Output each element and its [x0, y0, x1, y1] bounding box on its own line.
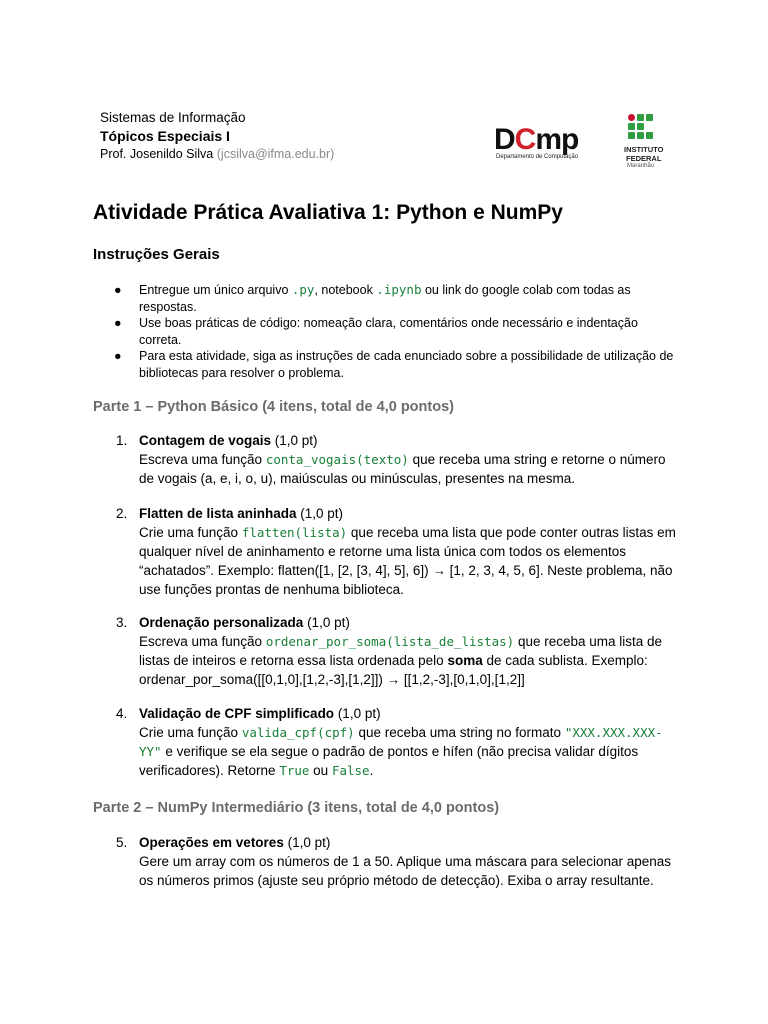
question-number: 2.	[116, 506, 128, 521]
function-name: conta_vogais(texto)	[265, 452, 409, 467]
question-title: Validação de CPF simplificado	[139, 706, 335, 721]
question-number: 1.	[116, 433, 128, 448]
professor-name: Prof. Josenildo Silva	[100, 147, 214, 161]
question-title: Flatten de lista aninhada	[139, 506, 297, 521]
dcomp-logo	[494, 124, 604, 164]
ifma-logo	[624, 114, 670, 172]
question-number: 5.	[116, 835, 128, 850]
ifma-logo-text-2: FEDERAL	[626, 154, 662, 163]
professor-line	[100, 147, 334, 161]
question-title: Contagem de vogais	[139, 433, 272, 448]
list-item: ● Para esta atividade, siga as instruções de cada enunciado sobre a possibilidade de utilização de bibliotecas para resolver o problema.	[114, 349, 674, 380]
professor-email: (jcsilva@ifma.edu.br)	[216, 147, 335, 161]
list-item: ● Use boas práticas de código: nomeação clara, comentários onde necessário e indentação correta.	[114, 316, 638, 347]
course-program: Sistemas de Informação	[100, 110, 246, 125]
dcomp-wordmark: DCmp	[494, 123, 579, 156]
return-true: True	[279, 763, 310, 778]
instructions-list	[114, 282, 674, 381]
question-title: Ordenação personalizada	[139, 615, 304, 630]
ifma-logo-text-1: INSTITUTO	[624, 145, 664, 154]
part1-heading: Parte 1 – Python Básico (4 itens, total de 4,0 pontos)	[93, 399, 454, 415]
function-name: valida_cpf(cpf)	[241, 725, 355, 740]
course-name: Tópicos Especiais I	[100, 128, 230, 144]
question-number: 4.	[116, 706, 128, 721]
ifma-logo-text-3: Maranhão	[627, 163, 655, 169]
return-false: False	[331, 763, 370, 778]
page-title: Atividade Prática Avaliativa 1: Python e NumPy	[93, 201, 563, 224]
part2-heading: Parte 2 – NumPy Intermediário (3 itens, total de 4,0 pontos)	[93, 800, 500, 816]
question-number: 3.	[116, 615, 128, 630]
list-item: ● Entregue um único arquivo .py, notebook .ipynb ou link do google colab com todas as respostas.	[114, 282, 631, 314]
function-name: ordenar_por_soma(lista_de_listas)	[265, 634, 515, 649]
question-title: Operações em vetores	[139, 835, 284, 850]
document-page: Sistemas de Informação Tópicos Especiais I Prof. Josenildo Silva (jcsilva@ifma.edu.br) DCmp Departamento de Computação INSTITUTO FEDERAL Maranhão Atividade Prática Avaliativa 1: Python e NumPy Instruções Gerais ● Entregue um único arquivo .py, notebook .ipynb ou link do google colab com todas as respostas. ● Use boas práticas de código: nomeação clara, comentários onde necessário e indentação correta. ● Para esta atividade, siga as instruções de cada enunciado sobre a possibilidade de utilização de bibliotecas para resolver o problema. Parte 1 – Python Básico (4 itens, total de 4,0 pontos) 1. Contagem de vogais (1,0 pt) Escreva uma função conta_vogais(texto) que receba uma string e retorne o número de vogais (a, e, i, o, u), maiúsculas ou minúsculas, presentes na mesma. 2. Flatten de lista aninhada (1,0 pt) Crie uma função flatten(lista) que receba uma lista que pode conter outras listas em qualquer nível de aninhamento e retorne uma lista única com todos os elementos “achatados”. Exemplo: flatten([1, [2, [3, 4], 5], 6]) → [1, 2, 3, 4, 5, 6]. Neste problema, não use funções prontas de nenhuma biblioteca. 3. Ordenação personalizada (1,0 pt) Escreva uma função ordenar_por_soma(lista_de_listas) que receba uma lista de listas de inteiros e retorna essa lista ordenada pelo soma de cada sublista. Exemplo: ordenar_por_soma([[0,1,0],[1,2,-3],[1,2]]) → [[1,2,-3],[0,1,0],[1,2]] 4. Validação de CPF simplificado (1,0 pt) Crie uma função valida_cpf(cpf) que receba uma string no formato "XXX.XXX.XXX-YY" e verifique se ela segue o padrão de pontos e hífen (não precisa validar dígitos verificadores). Retorne True ou False. Parte 2 – NumPy Intermediário (3 itens, total de 4,0 pontos) 5. Operações em vetores (1,0 pt) Gere um array com os números de 1 a 50. Aplique uma máscara para selecionar apenas os números primos (ajuste seu próprio método de detecção). Exiba o array resultante.	[0, 0, 768, 1024]
dcomp-subtitle: Departamento de Computação	[496, 154, 579, 160]
instructions-heading: Instruções Gerais	[93, 246, 220, 263]
ifma-logo-grid-icon	[628, 114, 654, 140]
format-string: "XXX.XXX.XXX-YY"	[139, 725, 663, 759]
function-name: flatten(lista)	[241, 525, 348, 540]
